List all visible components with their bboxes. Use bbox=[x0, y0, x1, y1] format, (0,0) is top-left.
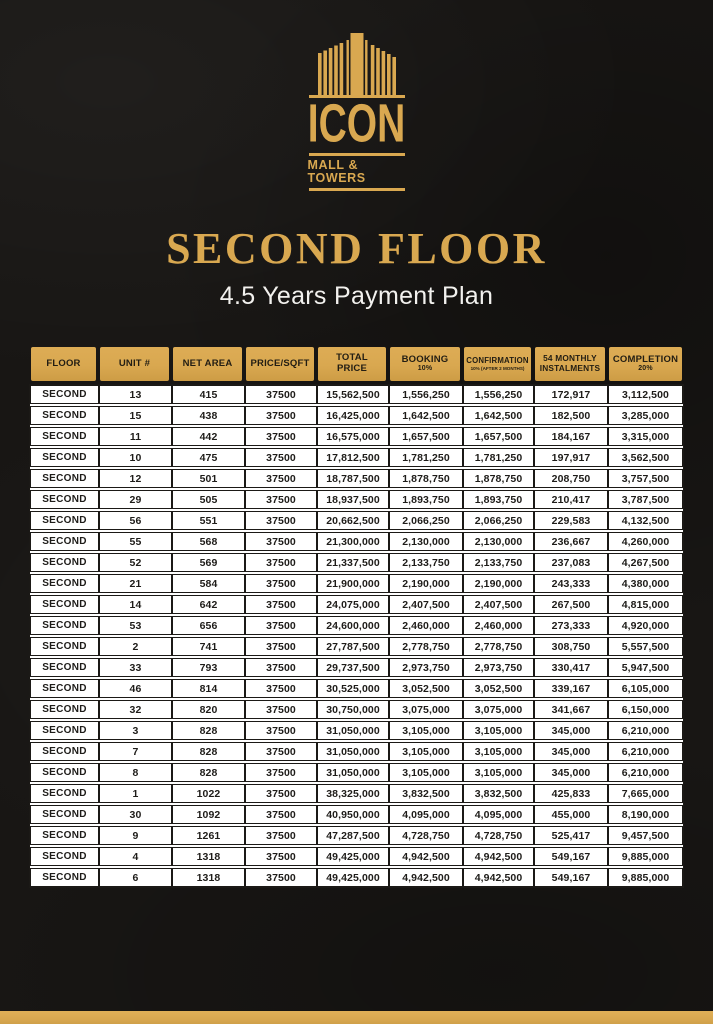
table-cell: 37500 bbox=[245, 742, 317, 761]
cell-floor: SECOND bbox=[30, 574, 99, 593]
table-cell: 455,000 bbox=[534, 805, 608, 824]
table-cell: 656 bbox=[172, 616, 245, 635]
table-cell: 345,000 bbox=[534, 742, 608, 761]
table-cell: 741 bbox=[172, 637, 245, 656]
table-cell: 197,917 bbox=[534, 448, 608, 467]
table-cell: 438 bbox=[172, 406, 245, 425]
table-cell: 37500 bbox=[245, 469, 317, 488]
table-cell: 9,885,000 bbox=[608, 847, 683, 866]
column-header-net-area bbox=[173, 347, 242, 381]
table-cell: 569 bbox=[172, 553, 245, 572]
table-cell: 828 bbox=[172, 742, 245, 761]
header-label: FLOOR bbox=[46, 357, 81, 369]
table-cell: 6 bbox=[99, 868, 172, 887]
table-cell: 1022 bbox=[172, 784, 245, 803]
table-cell: 6,150,000 bbox=[608, 700, 683, 719]
table-cell: 2,190,000 bbox=[389, 574, 463, 593]
header-sublabel: PRICE bbox=[336, 363, 368, 374]
table-cell: 10 bbox=[99, 448, 172, 467]
table-cell: 3,562,500 bbox=[608, 448, 683, 467]
column-header-completion bbox=[609, 347, 682, 381]
table-cell: 345,000 bbox=[534, 763, 608, 782]
table-cell: 4,380,000 bbox=[608, 574, 683, 593]
page-subtitle: 4.5 Years Payment Plan bbox=[219, 282, 494, 310]
table-cell: 3,105,000 bbox=[389, 763, 463, 782]
payment-table bbox=[29, 347, 684, 888]
table-cell: 6,210,000 bbox=[608, 742, 683, 761]
table-cell: 4,728,750 bbox=[463, 826, 534, 845]
table-cell: 4,815,000 bbox=[608, 595, 683, 614]
cell-floor: SECOND bbox=[30, 595, 99, 614]
table-cell: 9,457,500 bbox=[608, 826, 683, 845]
logo-brand-text: ICON bbox=[307, 94, 406, 154]
table-cell: 1,642,500 bbox=[389, 406, 463, 425]
table-cell: 3,052,500 bbox=[389, 679, 463, 698]
table-cell: 828 bbox=[172, 763, 245, 782]
table-cell: 4,260,000 bbox=[608, 532, 683, 551]
table-cell: 2,460,000 bbox=[463, 616, 534, 635]
table-cell: 32 bbox=[99, 700, 172, 719]
table-cell: 208,750 bbox=[534, 469, 608, 488]
table-cell: 6,210,000 bbox=[608, 763, 683, 782]
table-cell: 243,333 bbox=[534, 574, 608, 593]
table-cell: 1,893,750 bbox=[463, 490, 534, 509]
table-cell: 24,075,000 bbox=[317, 595, 389, 614]
table-cell: 7,665,000 bbox=[608, 784, 683, 803]
table-cell: 16,425,000 bbox=[317, 406, 389, 425]
table-cell: 37500 bbox=[245, 805, 317, 824]
table-cell: 3,832,500 bbox=[463, 784, 534, 803]
table-cell: 267,500 bbox=[534, 595, 608, 614]
table-cell: 1,642,500 bbox=[463, 406, 534, 425]
cell-floor: SECOND bbox=[30, 721, 99, 740]
table-cell: 5,557,500 bbox=[608, 637, 683, 656]
table-cell: 584 bbox=[172, 574, 245, 593]
table-cell: 4,920,000 bbox=[608, 616, 683, 635]
table-cell: 37500 bbox=[245, 637, 317, 656]
table-cell: 55 bbox=[99, 532, 172, 551]
table-cell: 1,657,500 bbox=[389, 427, 463, 446]
logo-tagline: MALL & TOWERS bbox=[307, 158, 366, 185]
table-cell: 415 bbox=[172, 385, 245, 404]
table-cell: 3,105,000 bbox=[389, 721, 463, 740]
table-cell: 172,917 bbox=[534, 385, 608, 404]
table-cell: 3,112,500 bbox=[608, 385, 683, 404]
table-cell: 2 bbox=[99, 637, 172, 656]
table-cell: 52 bbox=[99, 553, 172, 572]
table-cell: 21 bbox=[99, 574, 172, 593]
table-cell: 4,728,750 bbox=[389, 826, 463, 845]
table-cell: 31,050,000 bbox=[317, 763, 389, 782]
table-cell: 49,425,000 bbox=[317, 847, 389, 866]
table-cell: 37500 bbox=[245, 490, 317, 509]
table-cell: 1 bbox=[99, 784, 172, 803]
table-cell: 37500 bbox=[245, 427, 317, 446]
cell-floor: SECOND bbox=[30, 427, 99, 446]
table-cell: 37500 bbox=[245, 574, 317, 593]
table-cell: 4,095,000 bbox=[463, 805, 534, 824]
table-cell: 30,750,000 bbox=[317, 700, 389, 719]
table-cell: 30,525,000 bbox=[317, 679, 389, 698]
page-title: SECOND FLOOR bbox=[166, 224, 547, 273]
table-cell: 1,781,250 bbox=[463, 448, 534, 467]
table-cell: 330,417 bbox=[534, 658, 608, 677]
table-cell: 7 bbox=[99, 742, 172, 761]
table-cell: 2,133,750 bbox=[463, 553, 534, 572]
column-header-total-price bbox=[318, 347, 386, 381]
header-label: 54 MONTHLY bbox=[543, 353, 597, 364]
cell-floor: SECOND bbox=[30, 490, 99, 509]
table-cell: 38,325,000 bbox=[317, 784, 389, 803]
table-cell: 5,947,500 bbox=[608, 658, 683, 677]
column-header-booking bbox=[390, 347, 460, 381]
table-cell: 3,075,000 bbox=[463, 700, 534, 719]
cell-floor: SECOND bbox=[30, 700, 99, 719]
cell-floor: SECOND bbox=[30, 658, 99, 677]
table-cell: 11 bbox=[99, 427, 172, 446]
table-cell: 182,500 bbox=[534, 406, 608, 425]
table-cell: 27,787,500 bbox=[317, 637, 389, 656]
table-cell: 37500 bbox=[245, 847, 317, 866]
cell-floor: SECOND bbox=[30, 385, 99, 404]
table-cell: 549,167 bbox=[534, 847, 608, 866]
table-cell: 2,066,250 bbox=[389, 511, 463, 530]
table-cell: 4,267,500 bbox=[608, 553, 683, 572]
table-cell: 40,950,000 bbox=[317, 805, 389, 824]
table-cell: 37500 bbox=[245, 595, 317, 614]
header-label: PRICE/SQFT bbox=[250, 357, 310, 369]
cell-floor: SECOND bbox=[30, 763, 99, 782]
header-sublabel: 10% (AFTER 2 MONTHS) bbox=[470, 365, 525, 371]
table-cell: 1261 bbox=[172, 826, 245, 845]
table-cell: 4,132,500 bbox=[608, 511, 683, 530]
table-cell: 2,407,500 bbox=[463, 595, 534, 614]
table-cell: 2,778,750 bbox=[463, 637, 534, 656]
table-cell: 345,000 bbox=[534, 721, 608, 740]
table-cell: 37500 bbox=[245, 511, 317, 530]
table-cell: 17,812,500 bbox=[317, 448, 389, 467]
table-cell: 13 bbox=[99, 385, 172, 404]
table-cell: 20,662,500 bbox=[317, 511, 389, 530]
table-cell: 339,167 bbox=[534, 679, 608, 698]
table-cell: 24,600,000 bbox=[317, 616, 389, 635]
header-sublabel: 20% bbox=[638, 365, 653, 373]
table-cell: 236,667 bbox=[534, 532, 608, 551]
table-cell: 505 bbox=[172, 490, 245, 509]
table-cell: 1,878,750 bbox=[389, 469, 463, 488]
table-cell: 2,130,000 bbox=[463, 532, 534, 551]
table-cell: 18,937,500 bbox=[317, 490, 389, 509]
table-cell: 2,778,750 bbox=[389, 637, 463, 656]
cell-floor: SECOND bbox=[30, 532, 99, 551]
header-label: BOOKING bbox=[401, 353, 449, 365]
column-header-confirmation bbox=[464, 347, 531, 381]
table-cell: 3,105,000 bbox=[463, 742, 534, 761]
table-cell: 37500 bbox=[245, 658, 317, 677]
table-cell: 4,942,500 bbox=[463, 868, 534, 887]
table-cell: 184,167 bbox=[534, 427, 608, 446]
table-cell: 3,075,000 bbox=[389, 700, 463, 719]
table-cell: 3,105,000 bbox=[463, 721, 534, 740]
table-cell: 828 bbox=[172, 721, 245, 740]
table-cell: 9 bbox=[99, 826, 172, 845]
table-cell: 425,833 bbox=[534, 784, 608, 803]
header-sublabel: 10% bbox=[417, 365, 433, 373]
cell-floor: SECOND bbox=[30, 742, 99, 761]
header-label: COMPLETION bbox=[612, 353, 679, 365]
table-cell: 37500 bbox=[245, 700, 317, 719]
table-cell: 14 bbox=[99, 595, 172, 614]
table-cell: 475 bbox=[172, 448, 245, 467]
table-cell: 46 bbox=[99, 679, 172, 698]
table-cell: 4,942,500 bbox=[463, 847, 534, 866]
table-cell: 2,973,750 bbox=[463, 658, 534, 677]
header-sublabel: INSTALMENTS bbox=[539, 363, 601, 373]
table-cell: 1,657,500 bbox=[463, 427, 534, 446]
table-cell: 21,300,000 bbox=[317, 532, 389, 551]
table-cell: 3,052,500 bbox=[463, 679, 534, 698]
table-cell: 37500 bbox=[245, 553, 317, 572]
table-cell: 9,885,000 bbox=[608, 868, 683, 887]
table-cell: 4 bbox=[99, 847, 172, 866]
table-cell: 31,050,000 bbox=[317, 742, 389, 761]
table-cell: 1,878,750 bbox=[463, 469, 534, 488]
buildings-skyline-icon bbox=[309, 33, 405, 95]
table-cell: 442 bbox=[172, 427, 245, 446]
table-cell: 2,066,250 bbox=[463, 511, 534, 530]
table-cell: 37500 bbox=[245, 721, 317, 740]
cell-floor: SECOND bbox=[30, 637, 99, 656]
table-cell: 3,315,000 bbox=[608, 427, 683, 446]
table-cell: 37500 bbox=[245, 532, 317, 551]
table-cell: 568 bbox=[172, 532, 245, 551]
table-cell: 210,417 bbox=[534, 490, 608, 509]
cell-floor: SECOND bbox=[30, 616, 99, 635]
table-cell: 21,337,500 bbox=[317, 553, 389, 572]
table-cell: 4,095,000 bbox=[389, 805, 463, 824]
table-cell: 30 bbox=[99, 805, 172, 824]
table-cell: 18,787,500 bbox=[317, 469, 389, 488]
table-cell: 37500 bbox=[245, 448, 317, 467]
table-cell: 1092 bbox=[172, 805, 245, 824]
table-cell: 31,050,000 bbox=[317, 721, 389, 740]
table-cell: 3,757,500 bbox=[608, 469, 683, 488]
table-cell: 29,737,500 bbox=[317, 658, 389, 677]
table-cell: 37500 bbox=[245, 406, 317, 425]
table-cell: 37500 bbox=[245, 826, 317, 845]
table-cell: 814 bbox=[172, 679, 245, 698]
table-cell: 8 bbox=[99, 763, 172, 782]
cell-floor: SECOND bbox=[30, 553, 99, 572]
table-cell: 551 bbox=[172, 511, 245, 530]
table-cell: 37500 bbox=[245, 868, 317, 887]
table-cell: 229,583 bbox=[534, 511, 608, 530]
cell-floor: SECOND bbox=[30, 406, 99, 425]
table-cell: 501 bbox=[172, 469, 245, 488]
table-cell: 341,667 bbox=[534, 700, 608, 719]
table-cell: 8,190,000 bbox=[608, 805, 683, 824]
table-cell: 56 bbox=[99, 511, 172, 530]
logo-divider-bottom bbox=[309, 188, 405, 191]
table-cell: 2,407,500 bbox=[389, 595, 463, 614]
table-cell: 1318 bbox=[172, 847, 245, 866]
table-cell: 12 bbox=[99, 469, 172, 488]
table-cell: 33 bbox=[99, 658, 172, 677]
column-header-price-sqft bbox=[246, 347, 314, 381]
table-cell: 273,333 bbox=[534, 616, 608, 635]
table-cell: 29 bbox=[99, 490, 172, 509]
table-cell: 47,287,500 bbox=[317, 826, 389, 845]
cell-floor: SECOND bbox=[30, 805, 99, 824]
table-cell: 642 bbox=[172, 595, 245, 614]
cell-floor: SECOND bbox=[30, 868, 99, 887]
bottom-gold-bar bbox=[0, 1011, 713, 1024]
table-cell: 2,973,750 bbox=[389, 658, 463, 677]
table-cell: 3,105,000 bbox=[463, 763, 534, 782]
table-cell: 37500 bbox=[245, 784, 317, 803]
table-cell: 308,750 bbox=[534, 637, 608, 656]
table-cell: 1,893,750 bbox=[389, 490, 463, 509]
table-cell: 6,105,000 bbox=[608, 679, 683, 698]
table-cell: 4,942,500 bbox=[389, 847, 463, 866]
table-cell: 1318 bbox=[172, 868, 245, 887]
table-cell: 37500 bbox=[245, 385, 317, 404]
table-header-row bbox=[29, 347, 684, 381]
cell-floor: SECOND bbox=[30, 469, 99, 488]
cell-floor: SECOND bbox=[30, 784, 99, 803]
cell-floor: SECOND bbox=[30, 679, 99, 698]
table-cell: 49,425,000 bbox=[317, 868, 389, 887]
header-label: UNIT # bbox=[118, 357, 151, 369]
table-cell: 2,190,000 bbox=[463, 574, 534, 593]
table-cell: 3,285,000 bbox=[608, 406, 683, 425]
table-cell: 2,130,000 bbox=[389, 532, 463, 551]
table-cell: 1,781,250 bbox=[389, 448, 463, 467]
table-cell: 2,133,750 bbox=[389, 553, 463, 572]
table-cell: 1,556,250 bbox=[389, 385, 463, 404]
column-header-unit bbox=[100, 347, 169, 381]
header-label: CONFIRMATION bbox=[466, 355, 529, 365]
header-label: TOTAL bbox=[336, 352, 368, 364]
table-cell: 21,900,000 bbox=[317, 574, 389, 593]
table-cell: 37500 bbox=[245, 763, 317, 782]
table-cell: 820 bbox=[172, 700, 245, 719]
table-cell: 1,556,250 bbox=[463, 385, 534, 404]
table-cell: 37500 bbox=[245, 616, 317, 635]
table-cell: 4,942,500 bbox=[389, 868, 463, 887]
table-cell: 3 bbox=[99, 721, 172, 740]
table-cell: 53 bbox=[99, 616, 172, 635]
logo bbox=[308, 33, 406, 191]
table-cell: 549,167 bbox=[534, 868, 608, 887]
table-cell: 237,083 bbox=[534, 553, 608, 572]
header-label: NET AREA bbox=[182, 357, 233, 369]
table-cell: 2,460,000 bbox=[389, 616, 463, 635]
table-cell: 16,575,000 bbox=[317, 427, 389, 446]
cell-floor: SECOND bbox=[30, 511, 99, 530]
cell-floor: SECOND bbox=[30, 826, 99, 845]
table-cell: 37500 bbox=[245, 679, 317, 698]
table-cell: 6,210,000 bbox=[608, 721, 683, 740]
table-cell: 525,417 bbox=[534, 826, 608, 845]
column-header-floor bbox=[31, 347, 96, 381]
cell-floor: SECOND bbox=[30, 448, 99, 467]
table-cell: 15 bbox=[99, 406, 172, 425]
cell-floor: SECOND bbox=[30, 847, 99, 866]
table-cell: 15,562,500 bbox=[317, 385, 389, 404]
column-header-monthly-instalments bbox=[535, 347, 605, 381]
table-body bbox=[29, 384, 684, 888]
table-cell: 3,832,500 bbox=[389, 784, 463, 803]
table-cell: 3,105,000 bbox=[389, 742, 463, 761]
table-cell: 3,787,500 bbox=[608, 490, 683, 509]
table-cell: 793 bbox=[172, 658, 245, 677]
